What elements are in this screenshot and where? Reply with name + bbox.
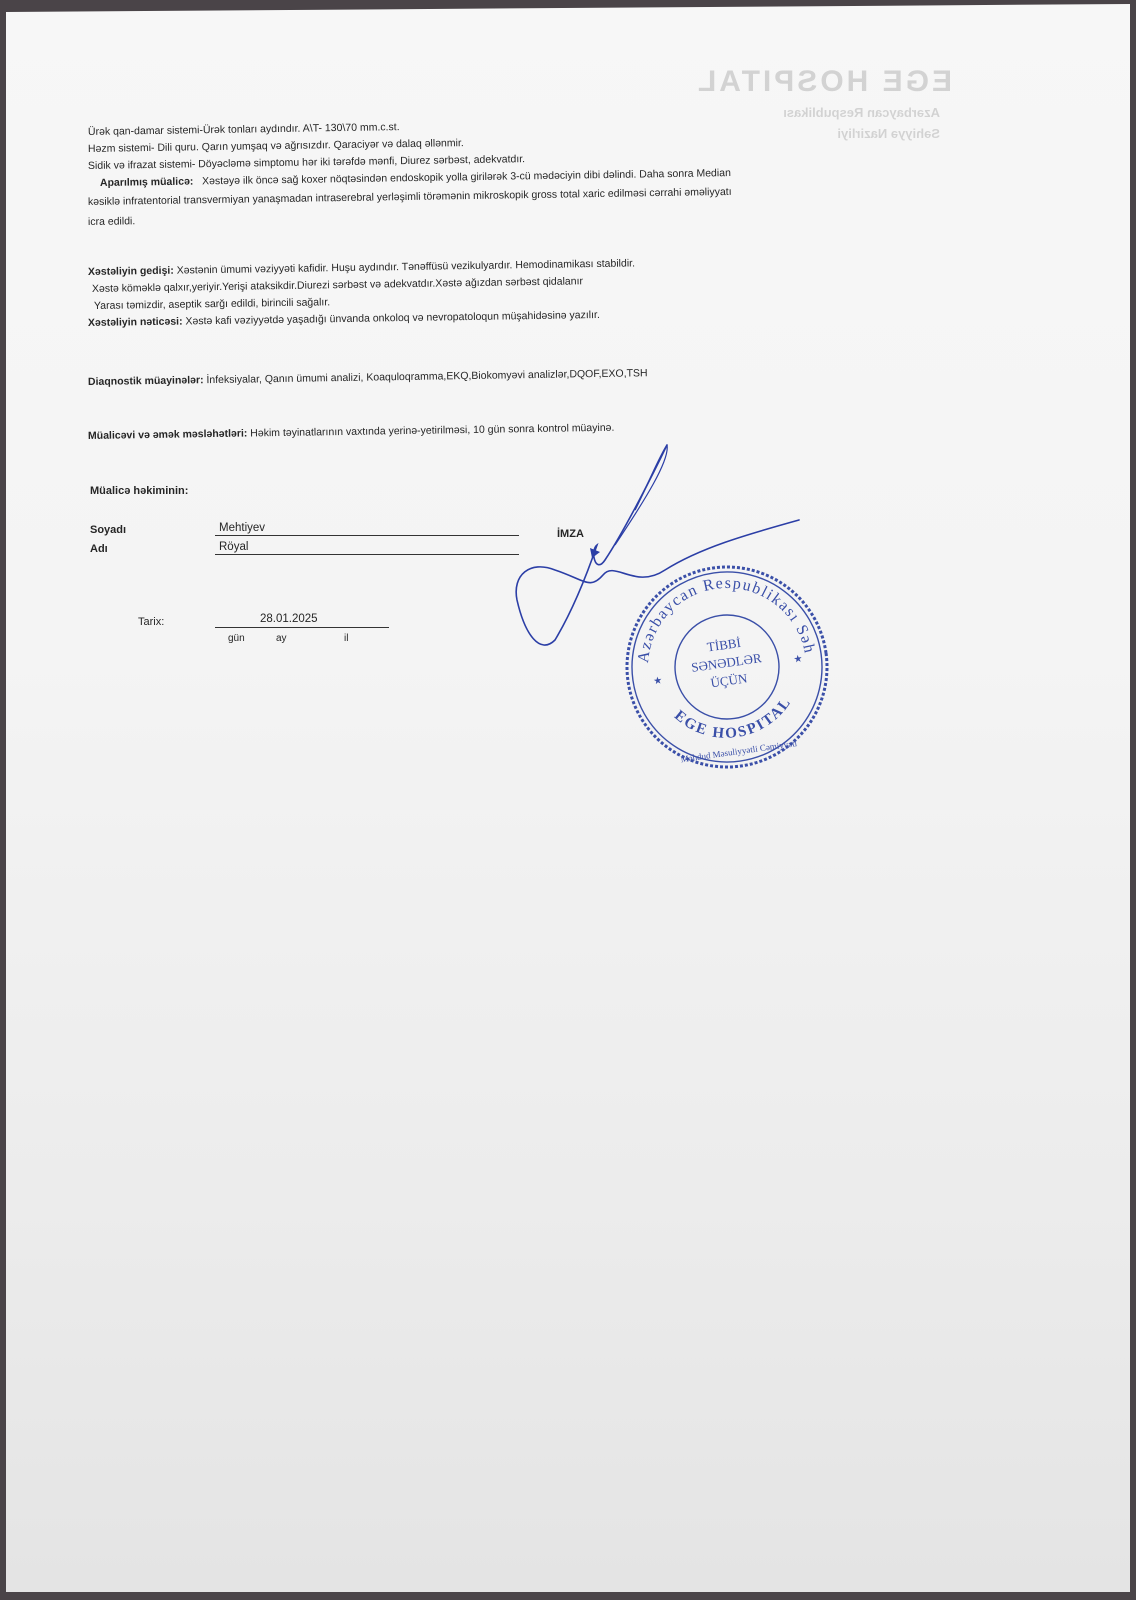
name-label: Adı — [90, 543, 108, 555]
month-label: ay — [276, 633, 287, 644]
signature-label: İMZA — [557, 528, 584, 540]
section-label: Xəstəliyin gedişi: — [87, 264, 174, 278]
text-line-outcome: Xəstəliyin nəticəsi: Xəstə kafi vəziyyətdə yaşadığı ünvanda onkoloq və nevropatoloqun müşahidəsinə yazılır. — [87, 308, 600, 329]
stamp-hospital-text: EGE HOSPITAL — [671, 694, 795, 743]
text-line-course: Xəstəliyin gedişi: Xəstənin ümumi vəziyyəti kafidir. Huşu aydındır. Tənəffüsü vezikulyardır. Hemodinamikası stabildir. — [87, 257, 636, 278]
section-label: Aparılmış müalicə: — [99, 175, 194, 189]
bleed-through-line1: Azərbaycan Respublikası — [783, 105, 940, 120]
section-label: Müalicəvi və əmək məsləhətləri: — [87, 427, 248, 442]
official-stamp — [622, 562, 832, 772]
date-underline — [215, 627, 389, 628]
text-line: Ürək qan-damar sistemi-Ürək tonları aydındır. A\T- 130\70 mm.c.st. — [87, 121, 400, 138]
text-line: Xəstə köməklə qalxır,yeriyir.Yerişi ataksikdir.Diurezi sərbəst və adekvatdır.Xəstə ağızdan sərbəst qidalanır — [91, 275, 584, 295]
stamp-bottom-text: Məhdud Məsuliyyətli Cəmiyyəti — [679, 738, 798, 765]
text-line: Həzm sistemi- Dili quru. Qarın yumşaq və ağrısızdır. Qaraciyər və dalaq əllənmir. — [87, 137, 464, 155]
stamp-star-icon: ★ — [792, 653, 804, 666]
surname-value: Mehtiyev — [219, 522, 266, 534]
stamp-center-line3: ÜÇÜN — [709, 670, 749, 691]
text-line-diagnostics: Diaqnostik müayinələr: İnfeksiyalar, Qanın ümumi analizi, Koaquloqramma,EKQ,Biokomyəvi analizlər,DQOF,EXO,TSH — [87, 367, 648, 388]
stamp-outer-text: Azərbaycan Respublikası Səhiyyə — [634, 574, 818, 664]
name-value: Röyal — [219, 541, 249, 553]
section-label: Xəstəliyin nəticəsi: — [87, 315, 183, 329]
text-line-treatment: Aparılmış müalicə: Xəstəyə ilk öncə sağ koxer nöqtəsindən endoskopik yolla girilərək 3-cü mədəciyin dibi dəlindi. Daha sonra Median — [99, 167, 731, 189]
day-label: gün — [228, 633, 245, 644]
stamp-center-line1: TİBBİ — [706, 634, 742, 655]
name-underline — [215, 554, 519, 555]
date-label: Tarix: — [138, 616, 165, 628]
doctor-heading: Müalicə həkiminin: — [90, 485, 189, 497]
text-line: Yarası təmizdir, aseptik sarğı edildi, birincili sağalır. — [93, 296, 331, 312]
text-line-recommendations: Müalicəvi və əmək məsləhətləri: Həkim təyinatlarının vaxtında yerinə-yetirilməsi, 10 gün sonra kontrol müayinə. — [87, 421, 615, 442]
stamp-star-icon: ★ — [652, 675, 664, 688]
text-line: Sidik və ifrazat sistemi- Döyəcləmə simptomu hər iki tərəfdə mənfi, Diurez sərbəst, adekvatdır. — [87, 153, 526, 172]
bleed-through-title: EGE HOSPITAL — [694, 65, 952, 98]
date-value: 28.01.2025 — [260, 613, 318, 625]
surname-label: Soyadı — [90, 524, 127, 536]
year-label: il — [344, 633, 349, 644]
section-label: Diaqnostik müayinələr: — [87, 374, 204, 388]
stamp-center-line2: SƏNƏDLƏR — [690, 650, 763, 675]
bleed-through-line2: Səhiyyə Nazirliyi — [837, 126, 940, 141]
text-line: kəsiklə infratentorial transvermiyan yanaşmadan intraserebral yerləşimli törəmənin mikroskopik gross total xaric edilməsi cərrahi əməliyyatı — [87, 185, 732, 208]
text-line: icra edildi. — [87, 215, 136, 228]
surname-underline — [215, 535, 519, 536]
